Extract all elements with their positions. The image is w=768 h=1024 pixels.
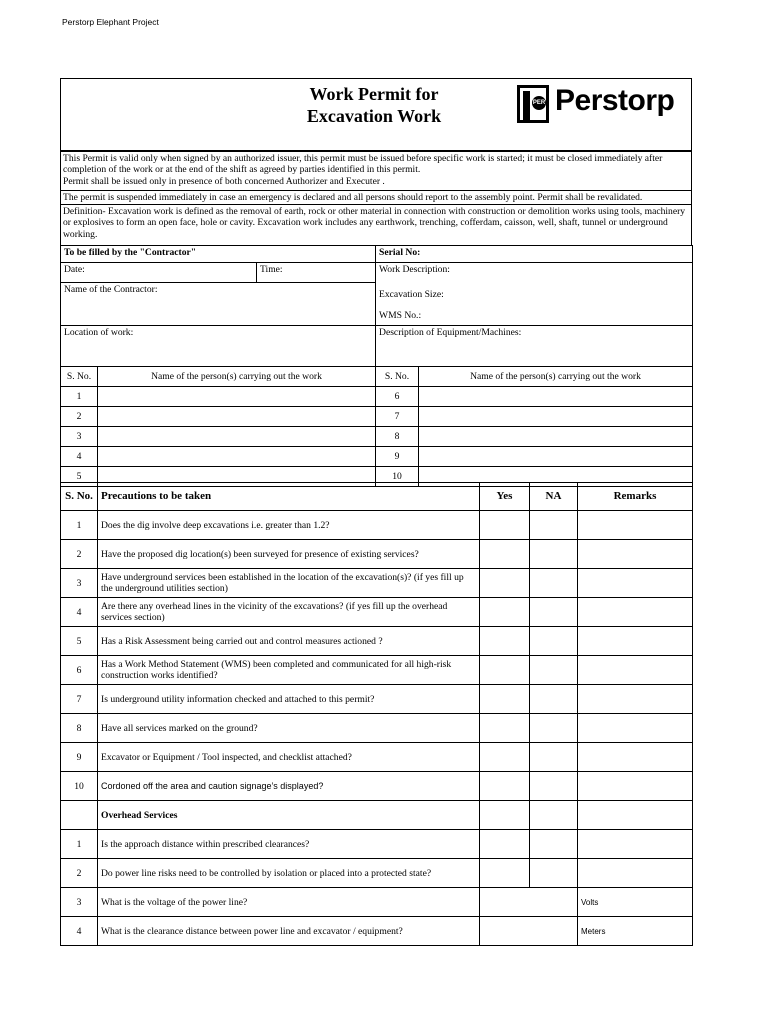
perstorp-logo-mark-icon bbox=[517, 85, 549, 123]
row-question: Are there any overhead lines in the vicinity of the excavations? (if yes fill up the overhead services section) bbox=[98, 598, 480, 627]
clearance-field[interactable] bbox=[480, 917, 578, 946]
row-question: What is the voltage of the power line? bbox=[98, 888, 480, 917]
row-question: Have all services marked on the ground? bbox=[98, 714, 480, 743]
remarks-cell[interactable] bbox=[578, 511, 693, 540]
remarks-cell[interactable] bbox=[578, 772, 693, 801]
row-question: Has a Work Method Statement (WMS) been completed and communicated for all high-risk construction works identified? bbox=[98, 656, 480, 685]
date-field[interactable]: Date: bbox=[61, 263, 257, 283]
empty-cell bbox=[61, 801, 98, 830]
logo-mark-letters: PER bbox=[532, 96, 546, 110]
location-field[interactable]: Location of work: bbox=[61, 326, 376, 367]
contractor-table bbox=[60, 245, 693, 367]
empty-cell bbox=[480, 801, 530, 830]
person-name-field[interactable] bbox=[419, 407, 693, 427]
na-cell[interactable] bbox=[530, 569, 578, 598]
person-name-field[interactable] bbox=[419, 427, 693, 447]
yes-cell[interactable] bbox=[480, 743, 530, 772]
remarks-cell[interactable] bbox=[578, 627, 693, 656]
time-field[interactable]: Time: bbox=[257, 263, 376, 283]
yes-cell[interactable] bbox=[480, 598, 530, 627]
yes-cell[interactable] bbox=[480, 569, 530, 598]
na-cell[interactable] bbox=[530, 743, 578, 772]
na-cell[interactable] bbox=[530, 685, 578, 714]
na-cell[interactable] bbox=[530, 627, 578, 656]
yes-cell[interactable] bbox=[480, 830, 530, 859]
yes-cell[interactable] bbox=[480, 714, 530, 743]
work-description-label: Work Description: bbox=[379, 264, 450, 275]
row-sno: 4 bbox=[61, 917, 98, 946]
table-row bbox=[61, 685, 693, 714]
overhead-services-heading: Overhead Services bbox=[98, 801, 480, 830]
row-question: Do power line risks need to be controlled by isolation or placed into a protected state? bbox=[98, 859, 480, 888]
remarks-cell[interactable] bbox=[578, 830, 693, 859]
remarks-cell[interactable] bbox=[578, 685, 693, 714]
row-sno: 3 bbox=[61, 569, 98, 598]
equipment-field[interactable]: Description of Equipment/Machines: bbox=[376, 326, 693, 367]
excavation-size-label: Excavation Size: bbox=[379, 289, 444, 300]
remarks-cell[interactable] bbox=[578, 598, 693, 627]
row-question: Have underground services been established in the location of the excavation(s)? (if yes fill up the underground utilities section) bbox=[98, 569, 480, 598]
suspension-notice bbox=[60, 190, 692, 205]
row-sno: 1 bbox=[61, 511, 98, 540]
row-sno: 3 bbox=[61, 888, 98, 917]
voltage-unit: Volts bbox=[578, 888, 693, 917]
title-box bbox=[60, 78, 692, 151]
definition-text: Definition- Excavation work is defined as the removal of earth, rock or other material in connection with construction or demolition works using tools, machinery or explosives to form an open face, hole or cavity. Excavation work includes any earthwork, trenching, cofferdam, caisson, well, shaft, tunnel or underground working. bbox=[63, 206, 686, 240]
row-question: Have the proposed dig location(s) been surveyed for presence of existing services? bbox=[98, 540, 480, 569]
yes-cell[interactable] bbox=[480, 627, 530, 656]
precautions-remarks-header: Remarks bbox=[578, 483, 693, 511]
person-number: 1 bbox=[61, 387, 98, 407]
table-row bbox=[61, 627, 693, 656]
table-row bbox=[61, 917, 693, 946]
person-number: 10 bbox=[376, 467, 419, 487]
remarks-cell[interactable] bbox=[578, 859, 693, 888]
empty-cell bbox=[530, 801, 578, 830]
yes-cell[interactable] bbox=[480, 685, 530, 714]
persons-sno-header-left: S. No. bbox=[61, 367, 98, 387]
presence-text: Permit shall be issued only in presence of both concerned Authorizer and Executer . bbox=[63, 175, 385, 187]
person-number: 4 bbox=[61, 447, 98, 467]
person-name-field[interactable] bbox=[98, 427, 376, 447]
person-number: 3 bbox=[61, 427, 98, 447]
serial-no-field[interactable]: Serial No: bbox=[376, 246, 693, 263]
precautions-na-header: NA bbox=[530, 483, 578, 511]
person-number: 8 bbox=[376, 427, 419, 447]
row-question: Does the dig involve deep excavations i.e. greater than 1.2? bbox=[98, 511, 480, 540]
persons-name-header-left: Name of the person(s) carrying out the work bbox=[98, 367, 376, 387]
precautions-sno-header: S. No. bbox=[61, 483, 98, 511]
person-number: 5 bbox=[61, 467, 98, 487]
contractor-name-field[interactable]: Name of the Contractor: bbox=[61, 283, 376, 326]
na-cell[interactable] bbox=[530, 859, 578, 888]
table-row bbox=[61, 772, 693, 801]
row-sno: 1 bbox=[61, 830, 98, 859]
table-row bbox=[61, 714, 693, 743]
table-row bbox=[61, 540, 693, 569]
row-sno: 2 bbox=[61, 540, 98, 569]
validity-text: This Permit is valid only when signed by an authorized issuer, this permit must be issued before specific work is started; it must be closed immediately after completion of the work or at the end of the shift as agreed by parties identified in this permit. bbox=[63, 153, 663, 176]
na-cell[interactable] bbox=[530, 830, 578, 859]
row-sno: 7 bbox=[61, 685, 98, 714]
wms-no-label: WMS No.: bbox=[379, 310, 422, 321]
na-cell[interactable] bbox=[530, 772, 578, 801]
empty-cell bbox=[578, 801, 693, 830]
yes-cell[interactable] bbox=[480, 859, 530, 888]
row-sno: 9 bbox=[61, 743, 98, 772]
person-name-field[interactable] bbox=[419, 447, 693, 467]
person-number: 9 bbox=[376, 447, 419, 467]
person-number: 2 bbox=[61, 407, 98, 427]
row-question: Has a Risk Assessment being carried out and control measures actioned ? bbox=[98, 627, 480, 656]
persons-sno-header-right: S. No. bbox=[376, 367, 419, 387]
remarks-cell[interactable] bbox=[578, 743, 693, 772]
remarks-cell[interactable] bbox=[578, 540, 693, 569]
na-cell[interactable] bbox=[530, 656, 578, 685]
precautions-table bbox=[60, 482, 693, 946]
table-row bbox=[61, 569, 693, 598]
row-sno: 4 bbox=[61, 598, 98, 627]
na-cell[interactable] bbox=[530, 598, 578, 627]
na-cell[interactable] bbox=[530, 714, 578, 743]
na-cell[interactable] bbox=[530, 511, 578, 540]
person-number: 7 bbox=[376, 407, 419, 427]
table-row bbox=[61, 859, 693, 888]
persons-table bbox=[60, 366, 693, 487]
person-name-field[interactable] bbox=[98, 387, 376, 407]
yes-cell[interactable] bbox=[480, 540, 530, 569]
table-row bbox=[61, 830, 693, 859]
row-question: Excavator or Equipment / Tool inspected, and checklist attached? bbox=[98, 743, 480, 772]
table-row bbox=[61, 598, 693, 627]
precautions-item-header: Precautions to be taken bbox=[98, 483, 480, 511]
page-header-project: Perstorp Elephant Project bbox=[62, 17, 159, 27]
row-question: What is the clearance distance between power line and excavator / equipment? bbox=[98, 917, 480, 946]
row-sno: 10 bbox=[61, 772, 98, 801]
row-sno: 2 bbox=[61, 859, 98, 888]
clearance-unit: Meters bbox=[578, 917, 693, 946]
yes-cell[interactable] bbox=[480, 656, 530, 685]
validity-notice bbox=[60, 151, 692, 191]
logo-text: Perstorp bbox=[555, 84, 675, 117]
voltage-field[interactable] bbox=[480, 888, 578, 917]
overhead-section-row bbox=[61, 801, 693, 830]
persons-name-header-right: Name of the person(s) carrying out the work bbox=[419, 367, 693, 387]
precautions-yes-header: Yes bbox=[480, 483, 530, 511]
remarks-cell[interactable] bbox=[578, 569, 693, 598]
row-question: Is underground utility information checked and attached to this permit? bbox=[98, 685, 480, 714]
na-cell[interactable] bbox=[530, 540, 578, 569]
yes-cell[interactable] bbox=[480, 511, 530, 540]
table-row bbox=[61, 888, 693, 917]
person-name-field[interactable] bbox=[98, 407, 376, 427]
row-sno: 5 bbox=[61, 627, 98, 656]
table-row bbox=[61, 656, 693, 685]
suspension-text: The permit is suspended immediately in case an emergency is declared and all persons should report to the assembly point. Permit shall be revalidated. bbox=[63, 192, 643, 203]
person-number: 6 bbox=[376, 387, 419, 407]
work-details-cell[interactable] bbox=[376, 263, 693, 326]
person-name-field[interactable] bbox=[419, 387, 693, 407]
permit-title-line1: Work Permit for bbox=[309, 84, 439, 104]
row-sno: 8 bbox=[61, 714, 98, 743]
person-name-field[interactable] bbox=[98, 447, 376, 467]
permit-title-line2: Excavation Work bbox=[306, 106, 442, 126]
permit-title bbox=[251, 83, 497, 127]
row-question: Is the approach distance within prescribed clearances? bbox=[98, 830, 480, 859]
remarks-cell[interactable] bbox=[578, 714, 693, 743]
perstorp-logo bbox=[517, 85, 677, 125]
definition-notice bbox=[60, 204, 692, 246]
contractor-heading: To be filled by the "Contractor" bbox=[61, 246, 376, 263]
table-row bbox=[61, 511, 693, 540]
row-question: Cordoned off the area and caution signage’s displayed? bbox=[98, 772, 480, 801]
row-sno: 6 bbox=[61, 656, 98, 685]
table-row bbox=[61, 743, 693, 772]
yes-cell[interactable] bbox=[480, 772, 530, 801]
remarks-cell[interactable] bbox=[578, 656, 693, 685]
